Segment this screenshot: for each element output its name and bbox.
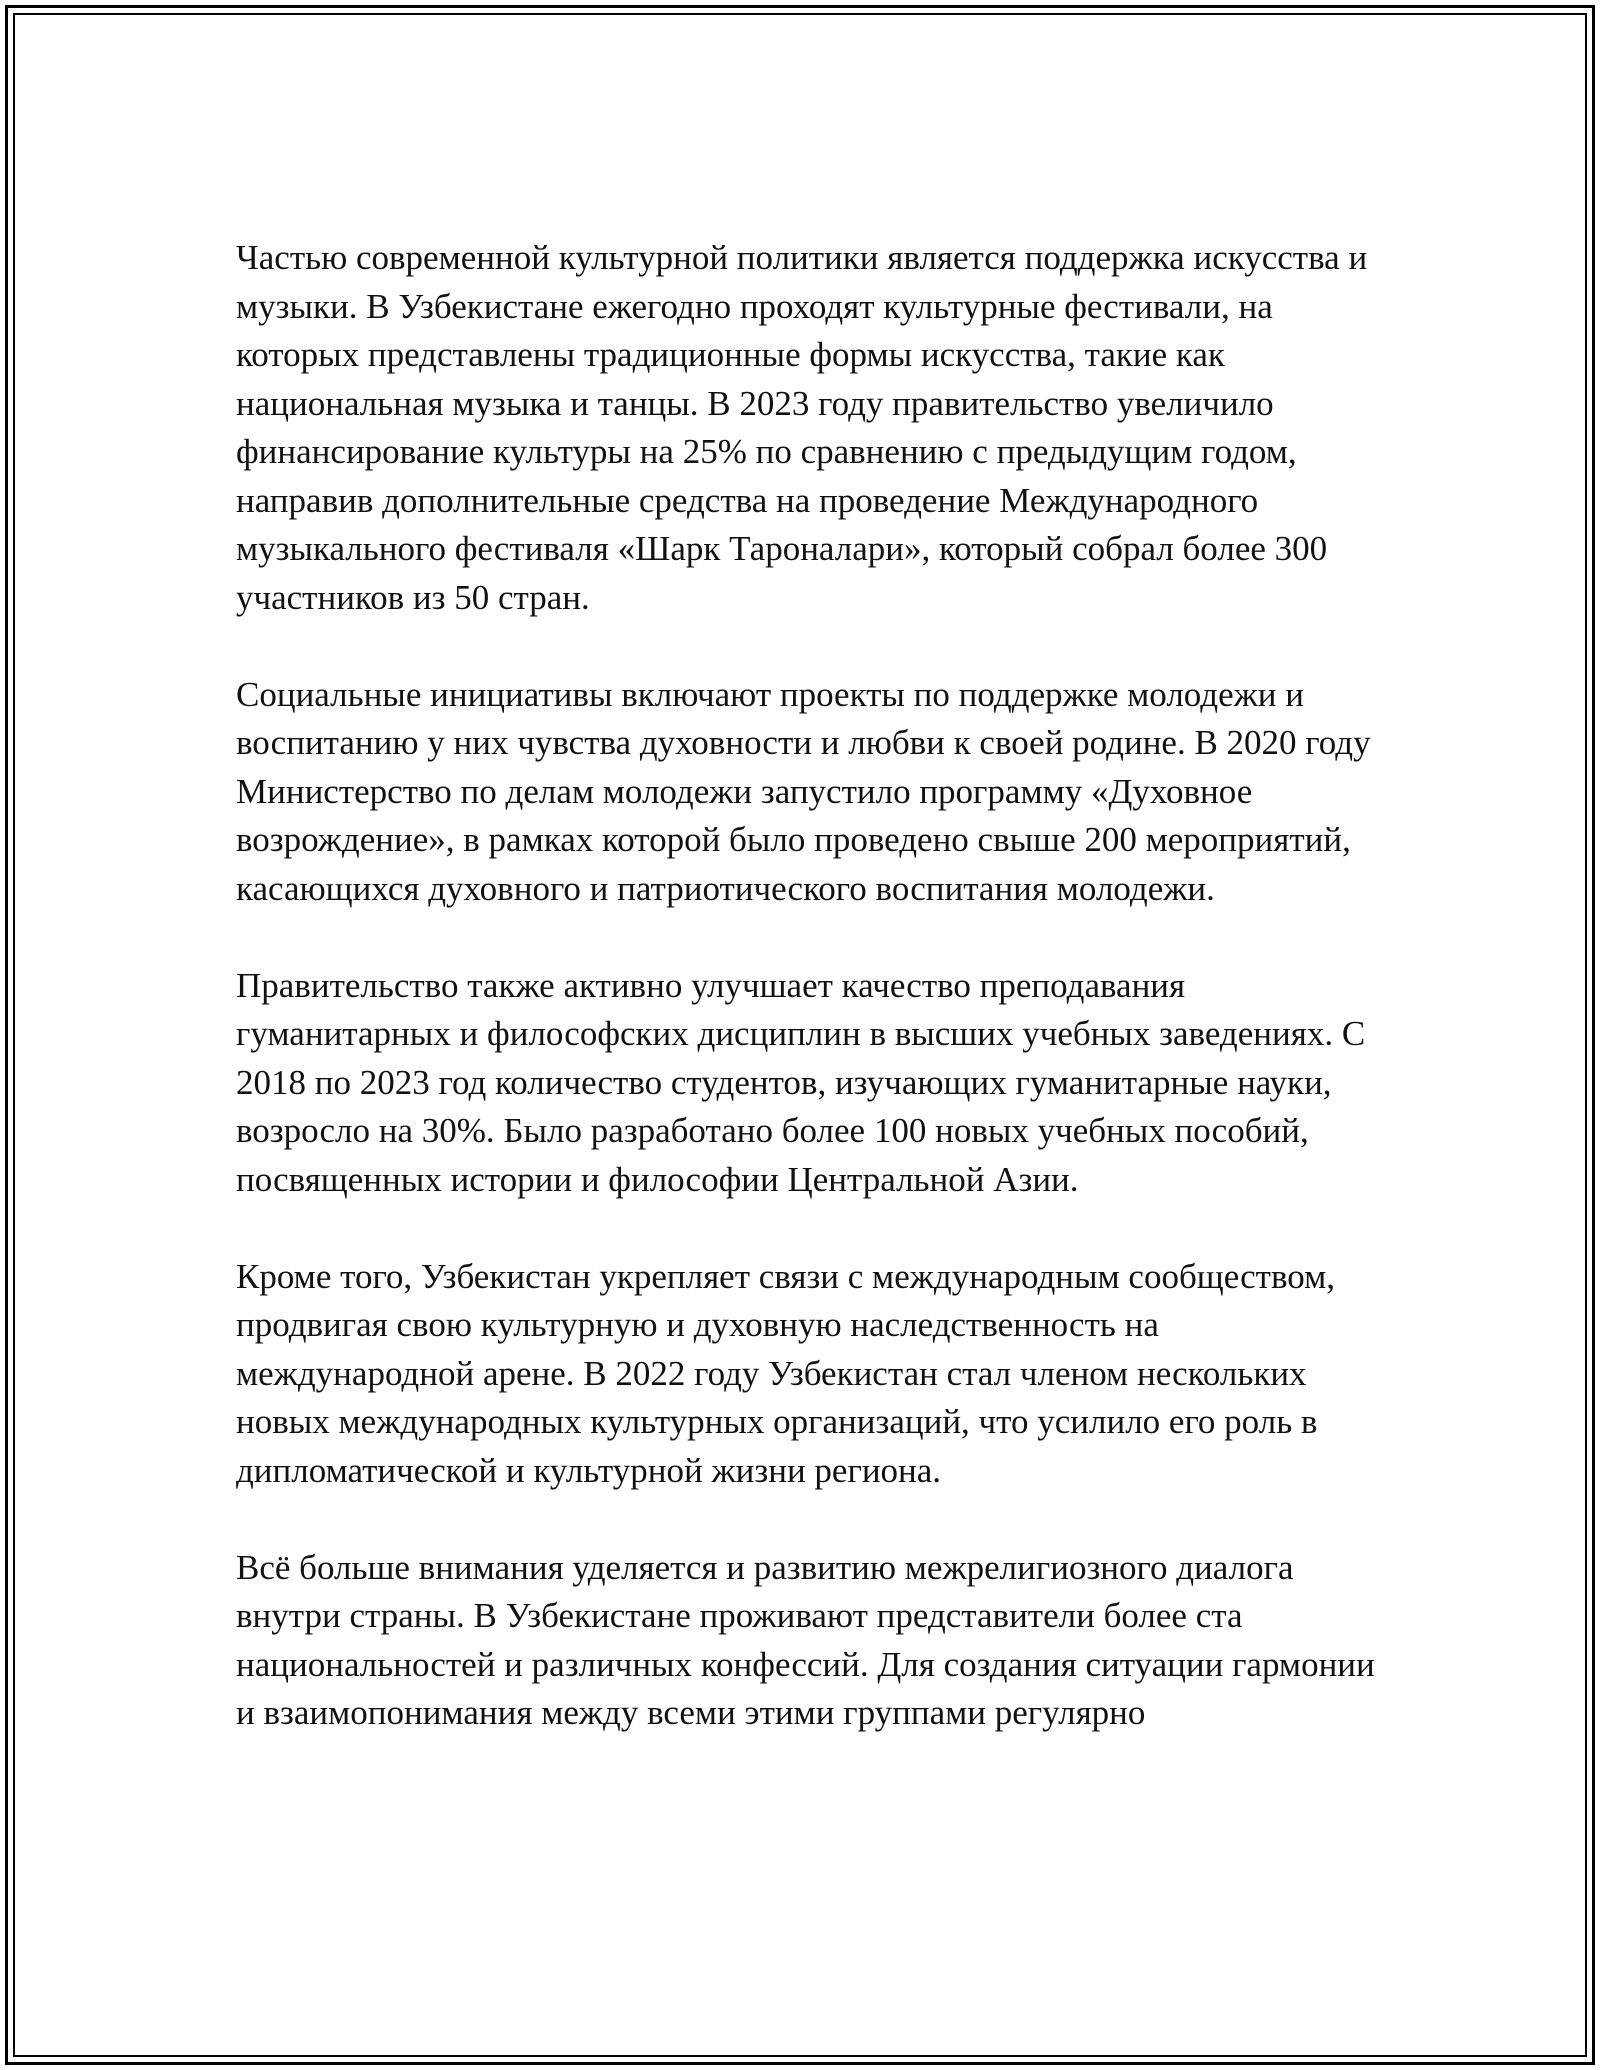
paragraph-youth-initiatives: Социальные инициативы включают проекты по поддержке молодежи и воспитанию у них чувства духовности и любви к своей родине. В 2020 году Министерство по делам молодежи запустило программу «Духовное возрождение», в рамках которой было проведено свыше 200 мероприятий, касающихся духовного и патриотического воспитания молодежи. [236, 674, 1371, 908]
paragraph-education: Правительство также активно улучшает качество преподавания гуманитарных и философских дисциплин в высших учебных заведениях. С 2018 по 2023 год количество студентов, изучающих гуманитарные науки, возросло на 30%. Было разработано более 100 новых учебных пособий, посвященных истории и философии Центральной Азии. [236, 965, 1366, 1199]
paragraph-interreligious-dialogue: Всё больше внимания уделяется и развитию межрелигиозного диалога внутри страны. В Узбекистане проживают представители более ста национальностей и различных конфессий. Для создания ситуации гармонии и взаимопонимания между всеми этими группами регулярно [236, 1547, 1375, 1732]
document-body [236, 234, 1396, 1738]
paragraph-culture-policy: Частью современной культурной политики является поддержка искусства и музыки. В Узбекистане ежегодно проходят культурные фестивали, на которых представлены традиционные формы искусства, такие как национальная музыка и танцы. В 2023 году правительство увеличило финансирование культуры на 25% по сравнению с предыдущим годом, направив дополнительные средства на проведение Международного музыкального фестиваля «Шарк Тароналари», который собрал более 300 участников из 50 стран. [236, 238, 1368, 617]
paragraph-international-relations: Кроме того, Узбекистан укрепляет связи с международным сообществом, продвигая свою культурную и духовную наследственность на международной арене. В 2022 году Узбекистан стал членом нескольких новых международных культурных организаций, что усилило его роль в дипломатической и культурной жизни региона. [236, 1256, 1335, 1490]
